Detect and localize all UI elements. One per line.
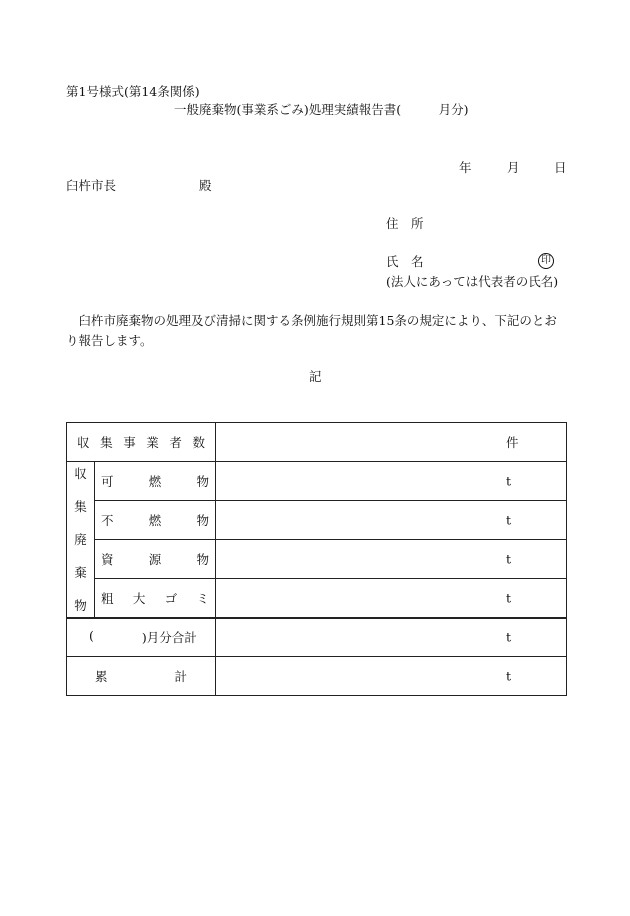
label-char: 粗 bbox=[101, 590, 114, 606]
waste-row-bulky bbox=[67, 579, 567, 618]
label-char: 資 bbox=[101, 552, 114, 567]
date-day-label: 日 bbox=[554, 160, 567, 175]
addressee: 臼杵市長 bbox=[66, 178, 117, 193]
monthly-total-label-cell bbox=[67, 618, 216, 657]
label-char: ゴ bbox=[164, 590, 178, 606]
name-label: 氏 名 bbox=[386, 254, 424, 269]
ki-heading: 記 bbox=[309, 369, 322, 384]
group-label-char: 集 bbox=[74, 499, 87, 515]
monthly-total-row bbox=[67, 618, 567, 657]
label-char: 不 bbox=[101, 513, 114, 528]
waste-row-resources bbox=[67, 540, 567, 579]
report-table bbox=[66, 422, 567, 696]
noncombustible-value-cell[interactable] bbox=[216, 501, 567, 540]
collected-waste-group-cell bbox=[67, 462, 95, 618]
waste-row-combustible bbox=[67, 462, 567, 501]
operators-label-char: 者 bbox=[169, 435, 182, 450]
unit-t: t bbox=[506, 629, 512, 645]
group-label-char: 収 bbox=[74, 466, 87, 482]
operators-row bbox=[67, 423, 567, 462]
operators-label-char: 集 bbox=[100, 435, 113, 450]
group-label-char: 棄 bbox=[74, 565, 87, 581]
monthly-total-open: ( bbox=[89, 628, 94, 644]
cumulative-value-cell[interactable] bbox=[216, 657, 567, 696]
label-char: 大 bbox=[132, 590, 146, 606]
document-title: 一般廃棄物(事業系ごみ)処理実績報告書( 月分) bbox=[174, 102, 469, 117]
cumulative-label-cell bbox=[67, 657, 216, 696]
label-char: 源 bbox=[148, 552, 162, 567]
label-char: 燃 bbox=[148, 474, 162, 489]
operators-label-char: 業 bbox=[146, 435, 159, 450]
operators-label-char: 事 bbox=[123, 435, 136, 450]
form-number: 第1号様式(第14条関係) bbox=[66, 84, 200, 99]
unit-t: t bbox=[506, 512, 512, 528]
group-label-char: 物 bbox=[74, 598, 87, 614]
operators-label-cell bbox=[67, 423, 216, 462]
bulky-label-cell bbox=[95, 579, 216, 618]
label-char: 可 bbox=[101, 474, 114, 489]
monthly-total-value-cell[interactable] bbox=[216, 618, 567, 657]
date-month-label: 月 bbox=[507, 160, 520, 175]
cumulative-row bbox=[67, 657, 567, 696]
label-char: 累 bbox=[95, 669, 108, 684]
group-label-char: 廃 bbox=[74, 532, 87, 548]
combustible-value-cell[interactable] bbox=[216, 462, 567, 501]
waste-row-noncombustible bbox=[67, 501, 567, 540]
label-char: 計 bbox=[174, 669, 187, 684]
unit-t: t bbox=[506, 551, 512, 567]
label-char: 物 bbox=[196, 552, 209, 567]
resources-label-cell bbox=[95, 540, 216, 579]
label-char: 物 bbox=[196, 474, 209, 489]
monthly-total-close: )月分合計 bbox=[141, 630, 197, 646]
label-char: 物 bbox=[196, 513, 209, 528]
corporate-note: (法人にあっては代表者の氏名) bbox=[386, 274, 559, 289]
unit-t: t bbox=[506, 668, 512, 684]
honorific: 殿 bbox=[199, 178, 212, 193]
operators-label-char: 収 bbox=[77, 435, 90, 450]
unit-t: t bbox=[506, 473, 512, 489]
address-label: 住 所 bbox=[386, 216, 424, 231]
seal-mark: 印 bbox=[538, 253, 554, 269]
operators-label-char: 数 bbox=[192, 435, 205, 450]
unit-ken: 件 bbox=[506, 435, 519, 450]
combustible-label-cell bbox=[95, 462, 216, 501]
operators-value-cell[interactable] bbox=[216, 423, 567, 462]
noncombustible-label-cell bbox=[95, 501, 216, 540]
body-text: 臼杵市廃棄物の処理及び清掃に関する条例施行規則第15条の規定により、下記のとおり報告します。 bbox=[66, 313, 557, 348]
date-year-label: 年 bbox=[459, 160, 472, 175]
label-char: ミ bbox=[196, 590, 209, 606]
unit-t: t bbox=[506, 590, 512, 606]
bulky-value-cell[interactable] bbox=[216, 579, 567, 618]
label-char: 燃 bbox=[148, 513, 162, 528]
resources-value-cell[interactable] bbox=[216, 540, 567, 579]
